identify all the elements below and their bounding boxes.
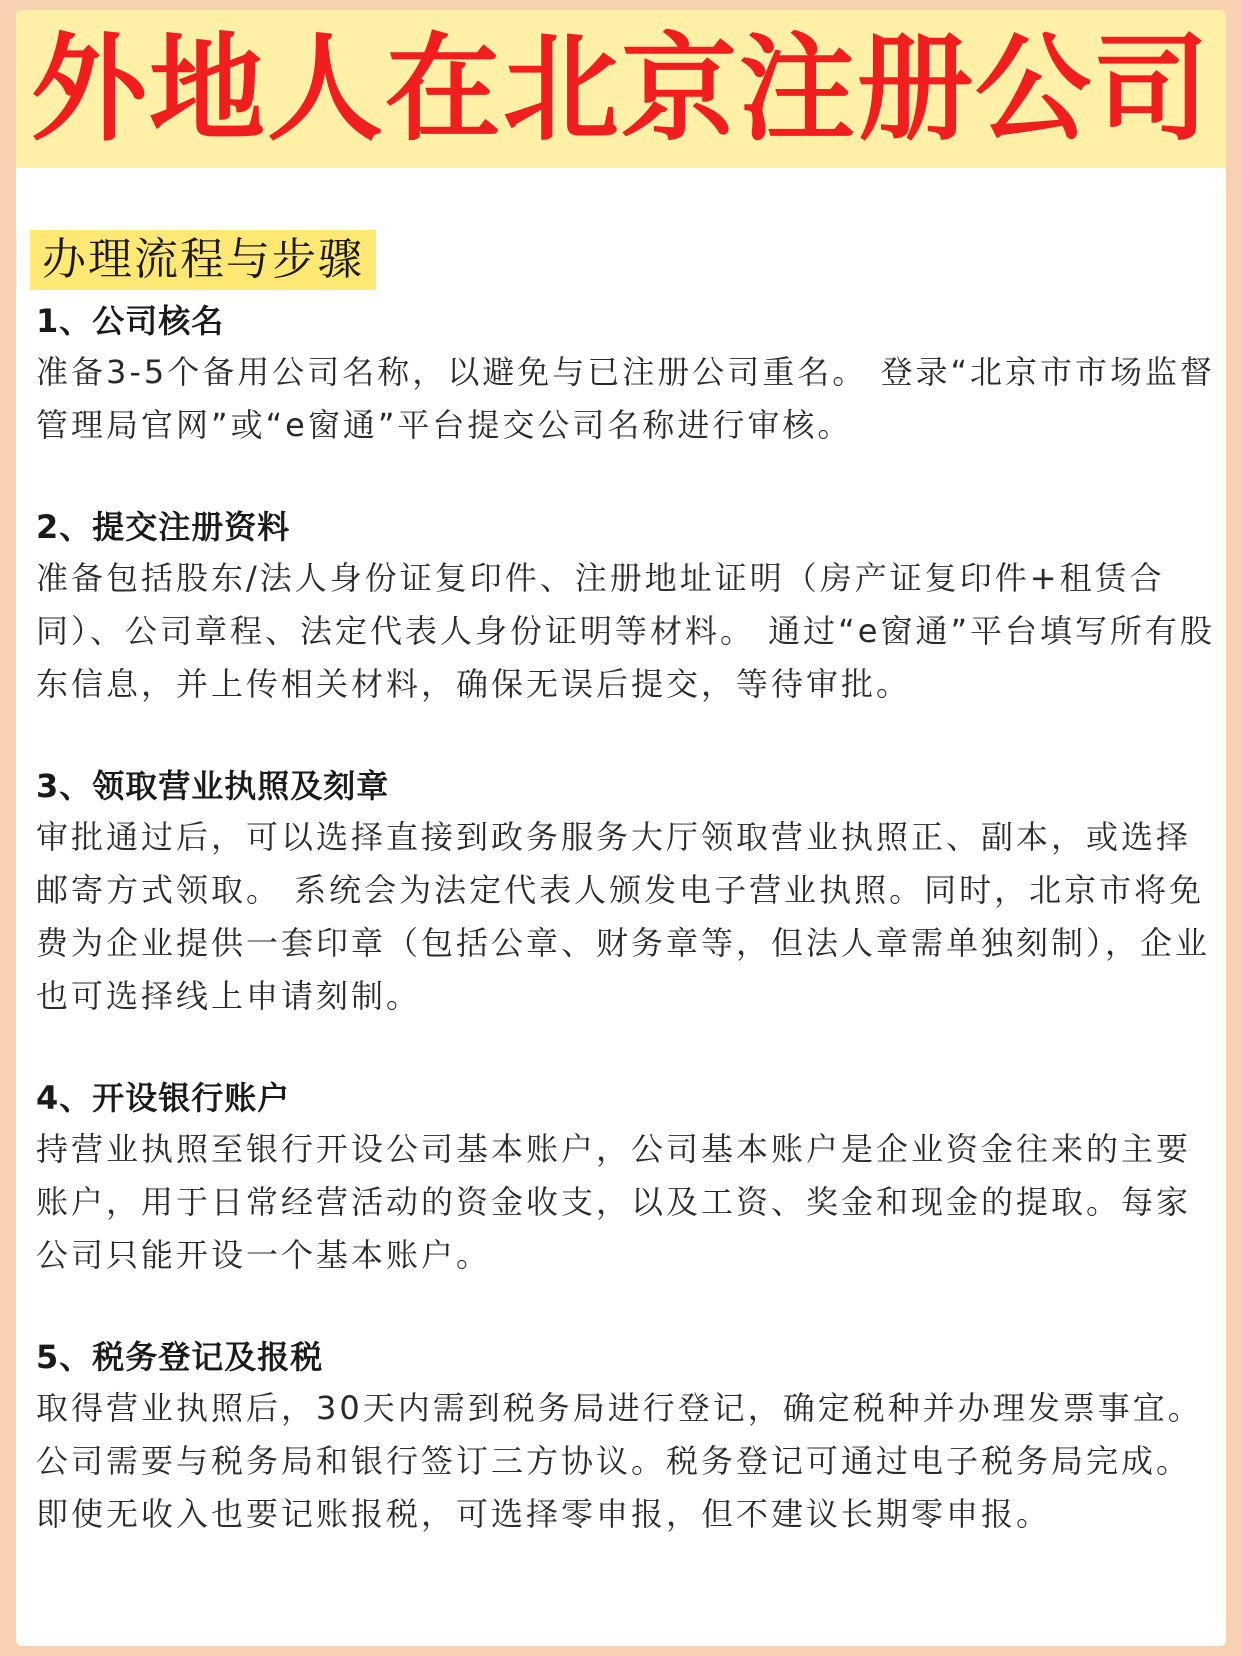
title-banner bbox=[16, 10, 1226, 168]
step-title: 2、提交注册资料 bbox=[36, 508, 291, 546]
step-title: 1、公司核名 bbox=[36, 302, 225, 340]
step-2 bbox=[36, 502, 1216, 711]
document-page bbox=[16, 10, 1226, 1646]
step-title: 5、税务登记及报税 bbox=[36, 1338, 324, 1376]
section-heading: 办理流程与步骤 bbox=[30, 230, 376, 290]
step-body: 持营业执照至银行开设公司基本账户，公司基本账户是企业资金往来的主要账户，用于日常经营活动的资金收支，以及工资、奖金和现金的提取。每家公司只能开设一个基本账户。 bbox=[36, 1130, 1192, 1274]
step-body: 准备包括股东/法人身份证复印件、注册地址证明（房产证复印件+租赁合同）、公司章程、法定代表人身份证明等材料。 通过“e窗通”平台填写所有股东信息，并上传相关材料，确保无误后提交，等待审批。 bbox=[36, 559, 1216, 703]
step-title: 4、开设银行账户 bbox=[36, 1079, 291, 1117]
step-4 bbox=[36, 1073, 1216, 1282]
step-body: 审批通过后，可以选择直接到政务服务大厅领取营业执照正、副本，或选择邮寄方式领取。 系统会为法定代表人颁发电子营业执照。同时，北京市将免费为企业提供一套印章（包括公章、财务章等，但法人章需单独刻制），企业也可选择线上申请刻制。 bbox=[36, 818, 1211, 1015]
step-title: 3、领取营业执照及刻章 bbox=[36, 767, 390, 805]
step-1 bbox=[36, 296, 1216, 452]
page-title: 外地人在北京注册公司 bbox=[31, 22, 1211, 157]
step-3 bbox=[36, 761, 1216, 1023]
step-body: 取得营业执照后，30天内需到税务局进行登记，确定税种并办理发票事宜。公司需要与税务局和银行签订三方协议。税务登记可通过电子税务局完成。 即使无收入也要记账报税，可选择零申报，但不建议长期零申报。 bbox=[36, 1389, 1203, 1533]
steps-list bbox=[36, 296, 1216, 1541]
step-5 bbox=[36, 1332, 1216, 1541]
step-body: 准备3-5个备用公司名称，以避免与已注册公司重名。 登录“北京市市场监督管理局官网”或“e窗通”平台提交公司名称进行审核。 bbox=[36, 353, 1216, 444]
